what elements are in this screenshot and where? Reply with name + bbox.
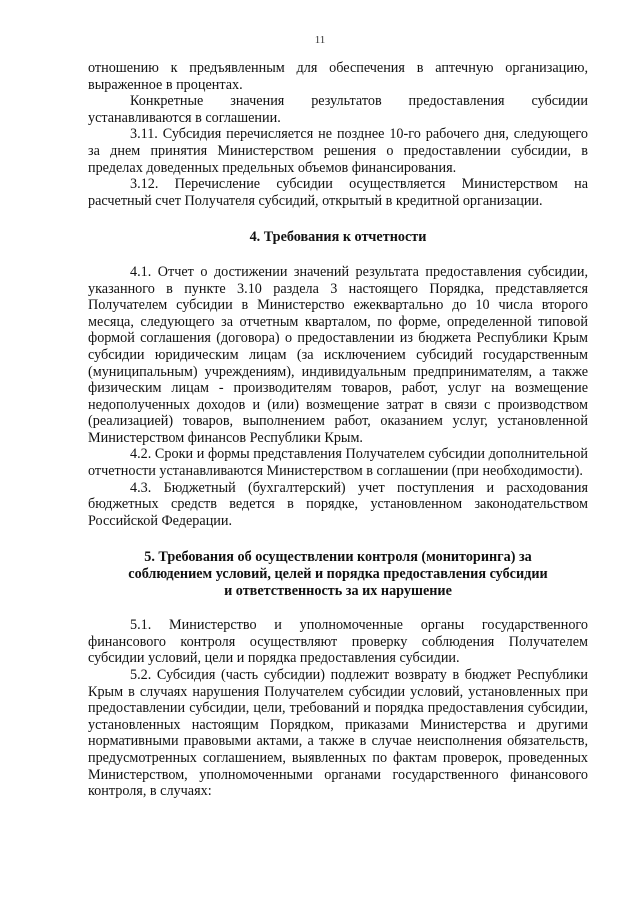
section-heading-line: 4. Требования к отчетности: [249, 229, 427, 246]
paragraph: 3.12. Перечисление субсидии осуществляется Министерством на расчетный счет Получателя субсидий, открытый в кредитной организации.: [88, 176, 588, 209]
page-number: 11: [314, 34, 326, 46]
paragraph: 5.2. Субсидия (часть субсидии) подлежит возврату в бюджет Республики Крым в случаях нарушения Получателем субсидии условий, установленных при предоставлении субсидии, цели, требований и порядка предоставления субсидии, установленных настоящим Порядком, приказами Министерства и другими нормативными правовыми актами, а также в случае неисполнения обязательств, предусмотренных соглашением, выявленных по фактам проверок, проведенных Министерством, уполномоченными органами государственного финансового контроля, в случаях:: [88, 667, 588, 800]
paragraph: 5.1. Министерство и уполномоченные органы государственного финансового контроля осуществляют проверку соблюдения Получателем субсидии условий, цели и порядка предоставления субсидии.: [88, 617, 588, 667]
paragraph: Конкретные значения результатов предоставления субсидии устанавливаются в соглашении.: [88, 93, 588, 126]
paragraph: 4.3. Бюджетный (бухгалтерский) учет поступления и расходования бюджетных средств ведется в порядке, установленном законодательством Российской Федерации.: [88, 479, 588, 529]
section-heading: [88, 229, 588, 246]
section-heading-line: 5. Требования об осуществлении контроля (мониторинга) за: [144, 549, 532, 566]
document-body: [88, 60, 588, 800]
paragraph: 4.1. Отчет о достижении значений результата предоставления субсидии, указанного в пункте 3.10 раздела 3 настоящего Порядка, представляется Получателем субсидии в Министерство ежеквартально до 10 числа второго месяца, следующего за отчетным кварталом, по форме, определенной типовой формой соглашения (договора) о предоставлении из бюджета Республики Крым субсидии юридическим лицам (за исключением субсидий государственным (муниципальным) учреждениям), индивидуальным предпринимателям, а также физическим лицам - производителям товаров, работ, услуг на возмещение недополученных доходов и (или) возмещение затрат в связи с производством (реализацией) товаров, выполнением работ, оказанием услуг, установленной Министерством финансов Республики Крым.: [88, 263, 588, 446]
paragraph: отношению к предъявленным для обеспечения в аптечную организацию, выраженное в процентах.: [88, 60, 588, 93]
paragraph: 3.11. Субсидия перечисляется не позднее 10-го рабочего дня, следующего за днем принятия Министерством решения о предоставлении субсидии, в пределах доведенных предельных объемов финансирования.: [88, 126, 588, 176]
spacer: [88, 246, 588, 264]
spacer: [88, 209, 588, 229]
paragraph: 4.2. Сроки и формы представления Получателем субсидии дополнительной отчетности устанавливаются Министерством в соглашении (при необходимости).: [88, 446, 588, 480]
section-heading-line: соблюдением условий, целей и порядка предоставления субсидии: [128, 566, 548, 583]
section-heading: [88, 549, 588, 599]
spacer: [88, 529, 588, 549]
spacer: [88, 599, 588, 617]
section-heading-line: и ответственность за их нарушение: [224, 582, 452, 599]
